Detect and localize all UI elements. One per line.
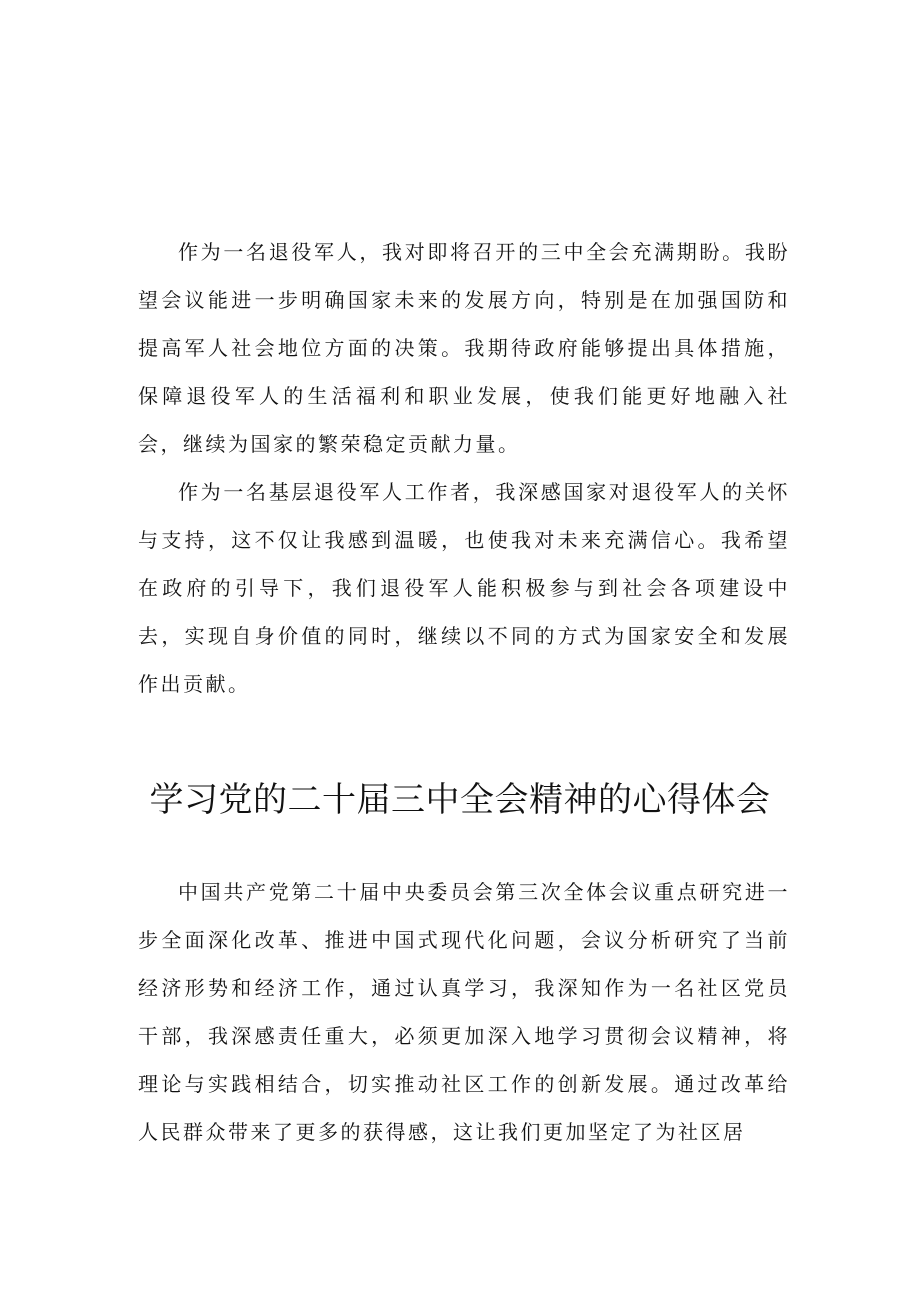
paragraph-veteran-worker: 作为一名基层退役军人工作者，我深感国家对退役军人的关怀与支持，这不仅让我感到温暖，也使我对未来充满信心。我希望在政府的引导下，我们退役军人能积极参与到社会各项建设中去，实现自身价值的同时，继续以不同的方式为国家安全和发展作出贡献。 <box>138 480 790 696</box>
paragraph-veteran-expectations: 作为一名退役军人，我对即将召开的三中全会充满期盼。我盼望会议能进一步明确国家未来的发展方向，特别是在加强国防和提高军人社会地位方面的决策。我期待政府能够提出具体措施，保障退役军人的生活福利和职业发展，使我们能更好地融入社会，继续为国家的繁荣稳定贡献力量。 <box>138 240 790 456</box>
section-heading: 学习党的二十届三中全会精神的心得体会 <box>149 780 771 820</box>
paragraph-session-study: 中国共产党第二十届中央委员会第三次全体会议重点研究进一步全面深化改革、推进中国式现代化问题，会议分析研究了当前经济形势和经济工作，通过认真学习，我深知作为一名社区党员干部，我深感责任重大，必须更加深入地学习贯彻会议精神，将理论与实践相结合，切实推动社区工作的创新发展。通过改革给人民群众带来了更多的获得感，这让我们更加坚定了为社区居 <box>138 880 790 1144</box>
